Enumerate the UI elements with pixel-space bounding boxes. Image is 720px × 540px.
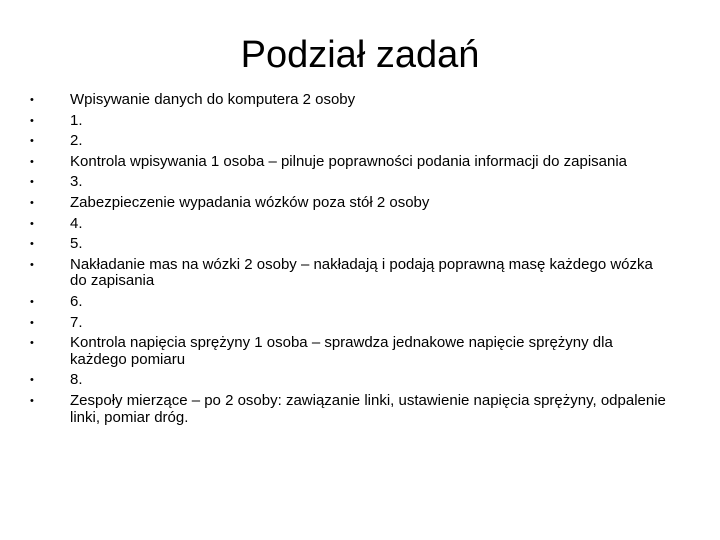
bullet-icon: • xyxy=(30,135,34,148)
list-item xyxy=(30,294,670,311)
list-item xyxy=(30,393,670,426)
list-item xyxy=(30,92,670,109)
list-item xyxy=(30,113,670,130)
bullet-icon: • xyxy=(30,114,34,127)
list-item-text: Zespoły mierzące – po 2 osoby: zawiązanie linki, ustawienie napięcia sprężyny, odpalenie linki, pomiar dróg. xyxy=(70,391,666,426)
list-item xyxy=(30,195,670,212)
list-item xyxy=(30,216,670,233)
list-item-text: Kontrola wpisywania 1 osoba – pilnuje poprawności podania informacji do zapisania xyxy=(70,152,628,170)
list-item-text: Zabezpieczenie wypadania wózków poza stół 2 osoby xyxy=(70,193,430,211)
bullet-icon: • xyxy=(30,295,34,308)
bullet-icon: • xyxy=(30,258,34,271)
list-item-text: Wpisywanie danych do komputera 2 osoby xyxy=(70,91,356,108)
bullet-icon: • xyxy=(30,176,34,189)
list-item-text: 7. xyxy=(70,313,83,331)
list-item-text: 2. xyxy=(70,132,83,150)
bullet-icon: • xyxy=(30,94,34,106)
bullet-icon: • xyxy=(30,217,34,230)
bullet-icon: • xyxy=(30,238,34,251)
list-item xyxy=(30,335,670,368)
slide-title: Podział zadań xyxy=(240,34,480,76)
bullet-icon: • xyxy=(30,155,34,168)
list-item-text: Kontrola napięcia sprężyny 1 osoba – sprawdza jednakowe napięcie sprężyny dla każdego pomiaru xyxy=(70,334,613,368)
list-item xyxy=(30,133,670,150)
list-item xyxy=(30,372,670,389)
bullet-icon: • xyxy=(30,337,34,350)
bullet-list xyxy=(30,92,670,430)
list-item-text: 3. xyxy=(70,173,83,191)
list-item-text: 6. xyxy=(70,292,83,310)
bullet-icon: • xyxy=(30,316,34,329)
bullet-icon: • xyxy=(30,394,34,407)
list-item-text: Nakładanie mas na wózki 2 osoby – nakładają i podają poprawną masę każdego wózka do zapisania xyxy=(70,255,653,290)
list-item xyxy=(30,315,670,332)
list-item-text: 8. xyxy=(70,371,83,389)
list-item xyxy=(30,257,670,290)
list-item xyxy=(30,236,670,253)
bullet-icon: • xyxy=(30,374,34,387)
list-item-text: 5. xyxy=(70,235,83,253)
list-item xyxy=(30,174,670,191)
list-item-text: 4. xyxy=(70,214,83,232)
list-item xyxy=(30,154,670,171)
list-item-text: 1. xyxy=(70,111,83,129)
bullet-icon: • xyxy=(30,196,34,209)
